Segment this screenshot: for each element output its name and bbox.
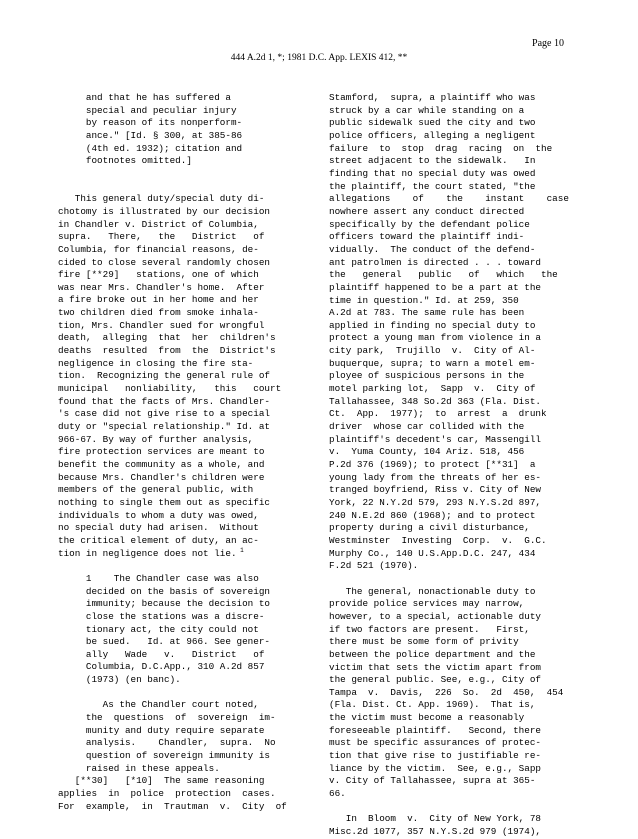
text-line: question of sovereign immunity is: [58, 750, 271, 762]
text-line: York, 22 N.Y.2d 579, 293 N.Y.S.2d 897,: [329, 497, 542, 508]
text-line: [58, 560, 312, 573]
text-line: Murphy Co., 140 U.S.App.D.C. 247, 434: [329, 547, 536, 559]
text-line: between the police department and the: [329, 648, 536, 660]
text-line: [58, 168, 312, 181]
text-line: tion in negligence does not lie. $^1$: [58, 546, 244, 559]
text-line: P.2d 376 (1969); to protect [**31] a: [329, 459, 536, 471]
text-line: fire [**29] stations, one of which: [58, 269, 259, 281]
text-line: the plaintiff, the court stated, "the: [329, 180, 536, 192]
text-line: (1973) (en banc).: [58, 674, 181, 686]
text-line: applies in police protection cases.: [58, 788, 276, 800]
text-line: F.2d 521 (1970).: [329, 560, 419, 572]
text-line: protect a young man from violence in a: [329, 332, 542, 344]
text-line: applied in finding no special duty to: [329, 319, 536, 331]
text-line: The general, nonactionable duty to: [329, 585, 536, 597]
text-line: was near Mrs. Chandler's home. After: [58, 281, 265, 293]
text-line: victim that sets the victim apart from: [329, 661, 542, 673]
text-line: no special duty had arisen. Without: [58, 522, 259, 534]
text-line: the general public of which the: [329, 269, 558, 281]
right-text-column: [329, 92, 583, 839]
text-line: however, to a special, actionable duty: [329, 610, 542, 622]
text-line: [58, 181, 312, 194]
text-line: the critical element of duty, an ac-: [58, 534, 259, 546]
text-line: buquerque, supra; to warn a motel em-: [329, 357, 536, 369]
text-line: 240 N.E.2d 860 (1968); and to protect: [329, 509, 536, 521]
text-line: ant patrolmen is directed . . . toward: [329, 256, 542, 268]
text-line: 66.: [329, 788, 346, 800]
text-line: deaths resulted from the District's: [58, 345, 276, 357]
text-line: 966-67. By way of further analysis,: [58, 433, 254, 445]
text-line: by reason of its nonperform-: [58, 117, 243, 129]
text-line: time in question." Id. at 259, 350: [329, 294, 519, 306]
text-line: In Bloom v. City of New York, 78: [329, 813, 542, 825]
text-line: 's case did not give rise to a special: [58, 408, 271, 420]
text-line: a fire broke out in her home and her: [58, 294, 259, 306]
text-line: nowhere assert any conduct directed: [329, 205, 525, 217]
text-line: duty or "special relationship." Id. at: [58, 421, 271, 433]
text-line: the questions of sovereign im-: [58, 712, 276, 724]
text-line: and that he has suffered a: [58, 92, 231, 103]
text-line: footnotes omitted.]: [58, 155, 192, 167]
running-header-citation: 444 A.2d 1, *; 1981 D.C. App. LEXIS 412, **: [230, 53, 408, 63]
text-line: Misc.2d 1077, 357 N.Y.S.2d 979 (1974),: [329, 826, 542, 838]
text-line: provide police services may narrow,: [329, 598, 525, 610]
text-line: Tallahassee, 348 So.2d 363 (Fla. Dist.: [329, 395, 542, 407]
text-line: must be specific assurances of protec-: [329, 737, 542, 749]
text-line: officers toward the plaintiff indi-: [329, 231, 525, 243]
text-line: analysis. Chandler, supra. No: [58, 737, 276, 749]
text-line: decided on the basis of sovereign: [58, 585, 271, 597]
text-line: This general duty/special duty di-: [58, 193, 265, 205]
left-text-column: [58, 92, 312, 813]
text-line: ployee of suspicious persons in the: [329, 370, 525, 382]
text-line: struck by a car while standing on a: [329, 104, 525, 116]
text-line: As the Chandler court noted,: [58, 699, 259, 711]
text-line: allegations of the instant case: [329, 193, 569, 205]
text-line: Westminster Investing Corp. v. G.C.: [329, 534, 547, 546]
text-line: A.2d at 783. The same rule has been: [329, 307, 525, 319]
text-line: death, alleging that her children's: [58, 332, 276, 344]
text-line: finding that no special duty was owed: [329, 167, 536, 179]
text-line: be sued. Id. at 966. See gener-: [58, 636, 271, 648]
text-line: street adjacent to the sidewalk. In: [329, 155, 536, 167]
text-line: tionary act, the city could not: [58, 623, 259, 635]
text-line: v. City of Tallahassee, supra at 365-: [329, 775, 536, 787]
text-line: police officers, alleging a negligent: [329, 129, 536, 141]
text-line: tranged boyfriend, Riss v. City of New: [329, 484, 542, 496]
text-line: v. Yuma County, 104 Ariz. 518, 456: [329, 446, 525, 458]
text-line: ance." [Id. § 300, at 385-86: [58, 129, 243, 141]
text-line: the general public. See, e.g., City of: [329, 674, 542, 686]
text-line: Stamford, supra, a plaintiff who was: [329, 92, 536, 103]
text-line: individuals to whom a duty was owed,: [58, 509, 259, 521]
text-line: in Chandler v. District of Columbia,: [58, 218, 259, 230]
footnote-marker[interactable]: 1: [236, 546, 244, 554]
text-line: 1 The Chandler case was also: [58, 572, 259, 584]
text-line: found that the facts of Mrs. Chandler-: [58, 395, 271, 407]
text-line: Tampa v. Davis, 226 So. 2d 450, 454: [329, 686, 564, 698]
text-line: special and peculiar injury: [58, 104, 237, 116]
text-line: [**30] [*10] The same reasoning: [58, 775, 265, 787]
text-line: Columbia, for financial reasons, de-: [58, 243, 259, 255]
text-line: plaintiff's decedent's car, Massengill: [329, 433, 542, 445]
text-line: close the stations was a discre-: [58, 610, 265, 622]
text-line: members of the general public, with: [58, 484, 254, 496]
text-line: For example, in Trautman v. City of: [58, 800, 287, 812]
text-line: property during a civil disturbance,: [329, 522, 530, 534]
text-line: tion, Mrs. Chandler sued for wrongful: [58, 319, 265, 331]
text-line: [58, 687, 312, 700]
text-line: (Fla. Dist. Ct. App. 1969). That is,: [329, 699, 536, 711]
text-line: tion that give rise to justifiable re-: [329, 750, 542, 762]
text-line: negligence in closing the fire sta-: [58, 357, 254, 369]
text-line: Columbia, D.C.App., 310 A.2d 857: [58, 661, 265, 673]
text-line: vidually. The conduct of the defend-: [329, 243, 536, 255]
text-line: benefit the community as a whole, and: [58, 459, 265, 470]
text-line: municipal nonliability, this court: [58, 383, 282, 395]
text-line: foreseeable plaintiff. Second, there: [329, 724, 542, 736]
text-line: immunity; because the decision to: [58, 598, 271, 610]
text-line: there must be some form of privity: [329, 636, 519, 648]
text-line: liance by the victim. See, e.g., Sapp: [329, 762, 542, 774]
text-line: tion. Recognizing the general rule of: [58, 370, 271, 382]
text-line: fire protection services are meant to: [58, 446, 265, 458]
text-line: [329, 573, 583, 586]
text-line: raised in these appeals.: [58, 762, 220, 774]
text-line: plaintiff happened to be a part at the: [329, 281, 542, 293]
text-line: Ct. App. 1977); to arrest a drunk: [329, 408, 547, 420]
text-line: nothing to single them out as specific: [58, 496, 271, 508]
text-line: failure to stop drag racing on the: [329, 142, 553, 154]
text-line: supra. There, the District of: [58, 231, 265, 243]
text-line: ally Wade v. District of: [58, 648, 265, 660]
text-line: driver whose car collided with the: [329, 421, 525, 433]
text-line: munity and duty require separate: [58, 724, 265, 736]
text-line: public sidewalk sued the city and two: [329, 117, 536, 129]
page-number: Page 10: [532, 38, 564, 49]
text-line: motel parking lot, Sapp v. City of: [329, 383, 536, 395]
text-line: (4th ed. 1932); citation and: [58, 142, 243, 154]
text-line: the victim must become a reasonably: [329, 712, 525, 724]
text-line: young lady from the threats of her es-: [329, 471, 542, 483]
text-line: chotomy is illustrated by our decision: [58, 205, 271, 217]
text-line: because Mrs. Chandler's children were: [58, 471, 265, 483]
text-line: two children died from smoke inhala-: [58, 307, 259, 319]
text-line: cided to close several randomly chosen: [58, 256, 271, 268]
text-line: city park, Trujillo v. City of Al-: [329, 345, 536, 357]
text-line: if two factors are present. First,: [329, 623, 530, 635]
text-line: specifically by the defendant police: [329, 218, 530, 230]
text-line: [329, 801, 583, 814]
